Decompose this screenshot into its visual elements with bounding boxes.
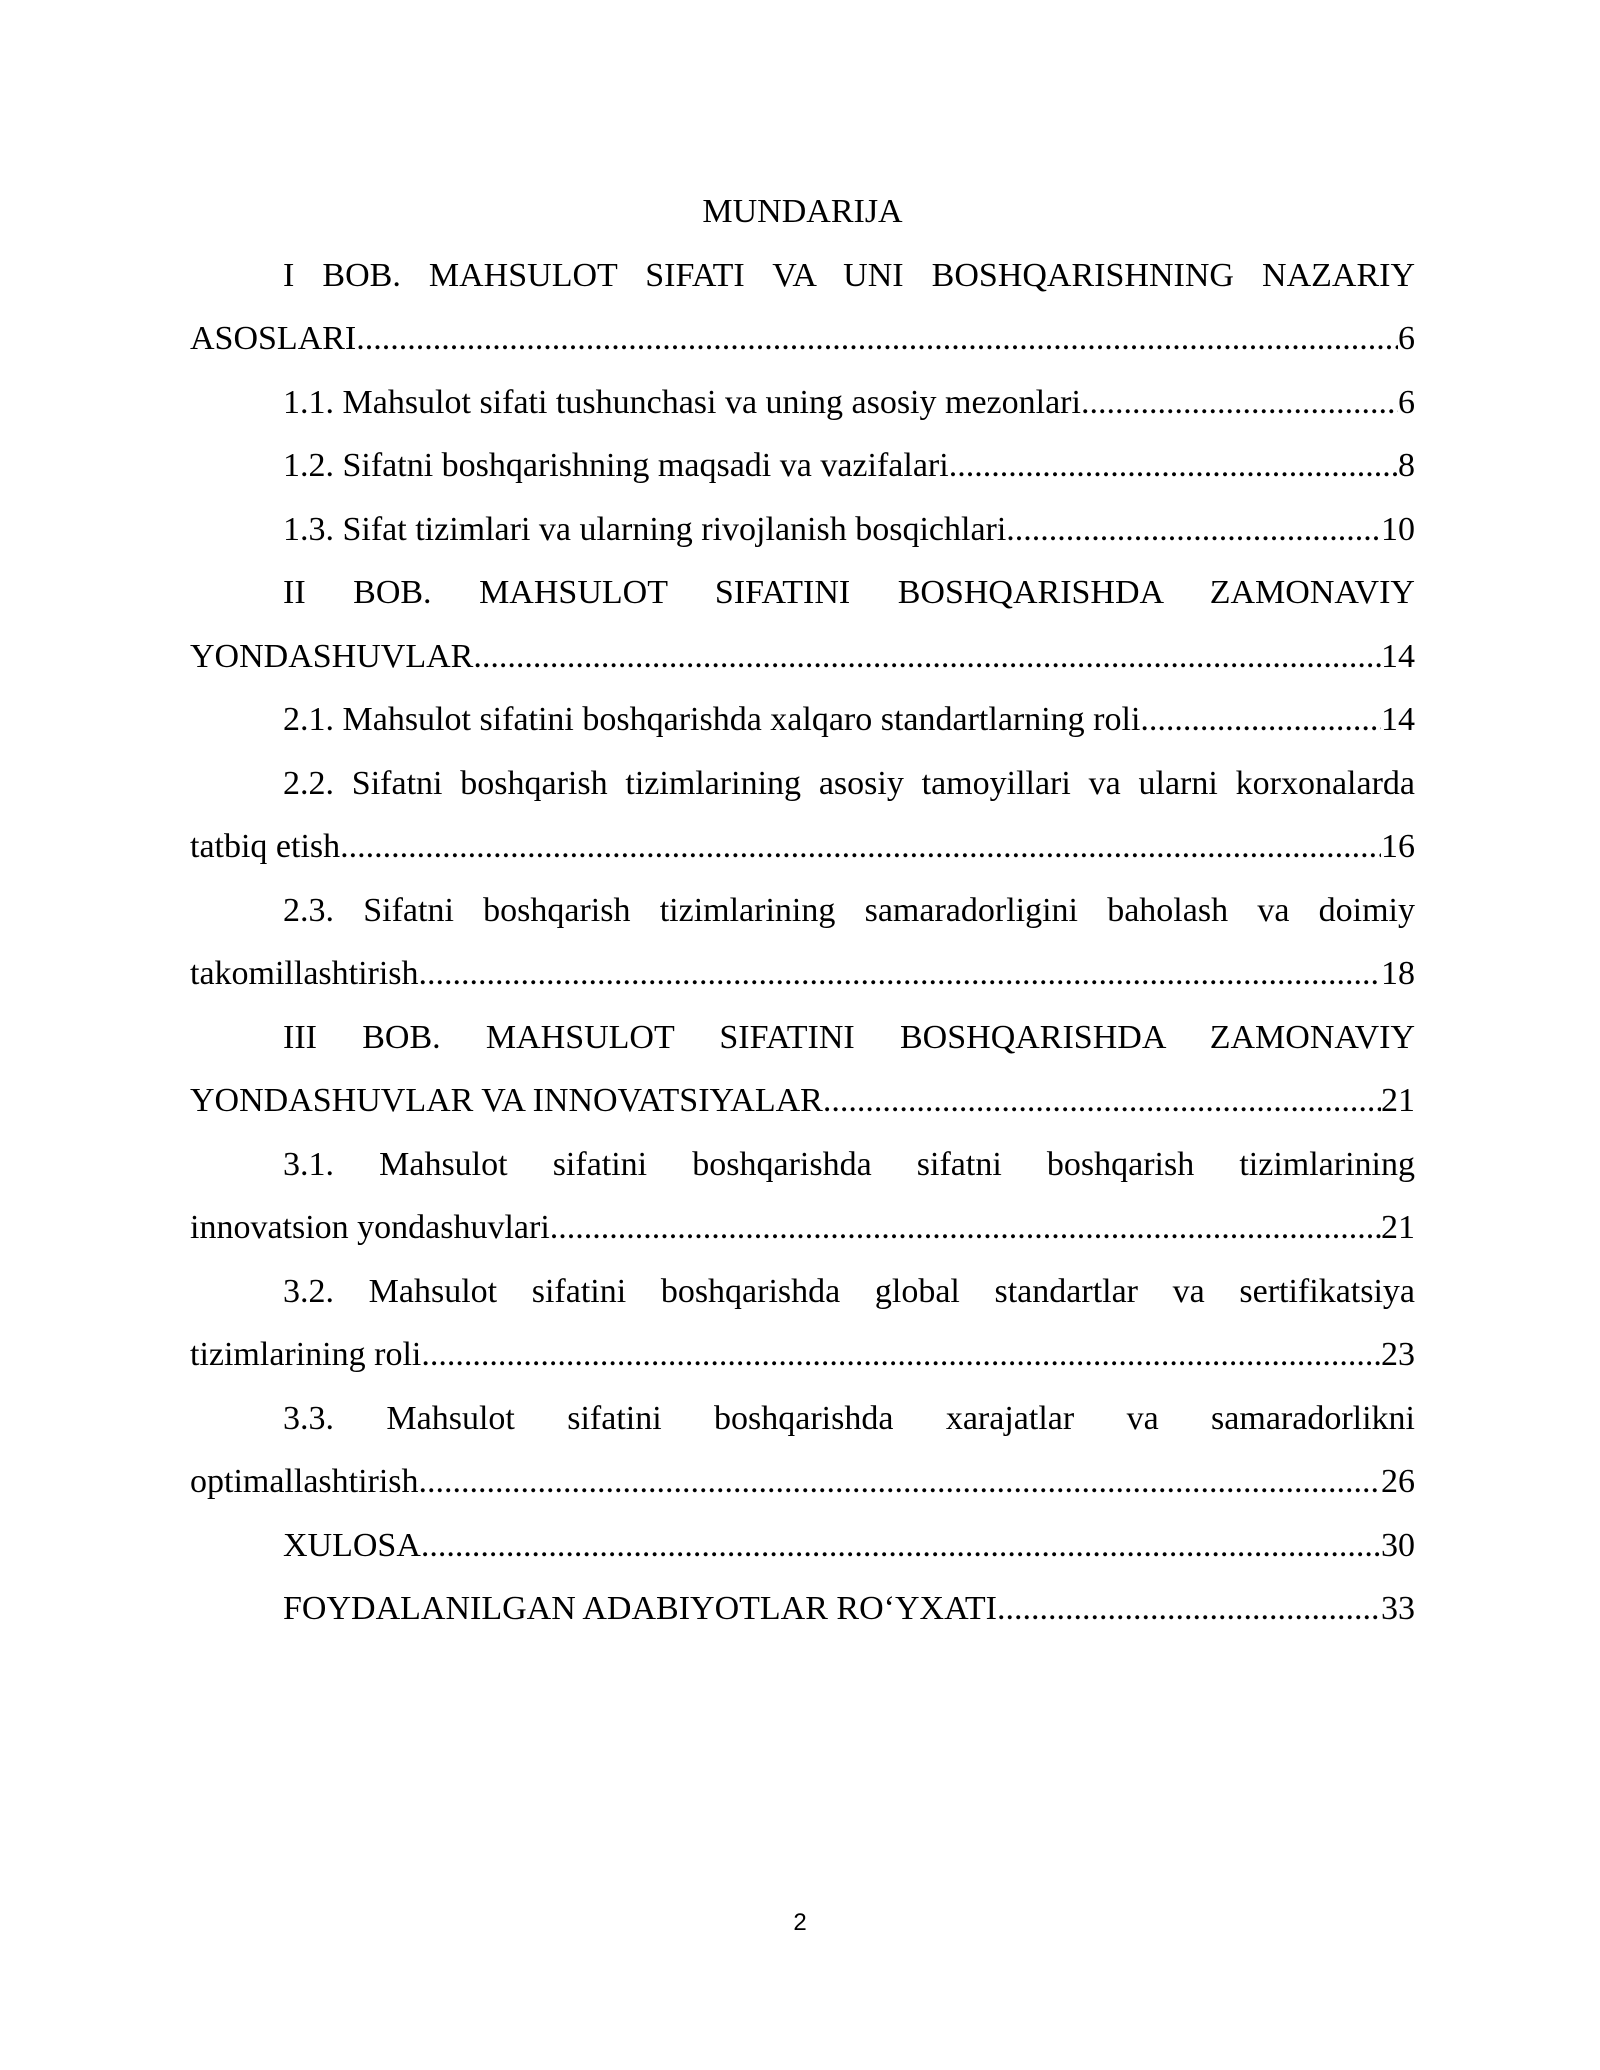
dot-leader: [421, 1514, 1381, 1578]
toc-entry-text: 2.1. Mahsulot sifatini boshqarishda xalqaro standartlarning roli: [283, 701, 1141, 738]
toc-entry-chapter-2[interactable]: [190, 561, 1415, 688]
toc-page-number: 6: [1398, 320, 1415, 357]
toc-entry-text-continued: innovatsion yondashuvlari: [190, 1209, 550, 1246]
toc-entry-text: 2.3. Sifatni boshqarish tizimlarining samaradorligini baholash va doimiy: [283, 891, 1415, 929]
toc-entry-section-1-3[interactable]: [190, 498, 1415, 562]
toc-page-number: 8: [1398, 447, 1415, 484]
toc-page-number: 23: [1381, 1336, 1415, 1373]
toc-entry-text-continued: tatbiq etish: [190, 828, 341, 865]
table-of-contents: [190, 180, 1415, 1641]
toc-page-number: 21: [1381, 1082, 1415, 1119]
dot-leader: [949, 434, 1398, 498]
toc-entry-text-continued: YONDASHUVLAR: [190, 637, 474, 675]
toc-entry-section-1-2[interactable]: [190, 434, 1415, 498]
page-number: 2: [793, 1909, 807, 1936]
toc-entry-text: 3.1. Mahsulot sifatini boshqarishda sifatni boshqarish tizimlarining: [283, 1145, 1415, 1183]
toc-page-number: 6: [1398, 383, 1415, 421]
toc-entry-text-continued: tizimlarining roli: [190, 1336, 422, 1373]
toc-entry-references[interactable]: [190, 1577, 1415, 1641]
toc-entry-text: I BOB. MAHSULOT SIFATI VA UNI BOSHQARISHNING NAZARIY: [283, 256, 1415, 294]
toc-page-number: 33: [1381, 1590, 1415, 1627]
toc-entry-text: II BOB. MAHSULOT SIFATINI BOSHQARISHDA ZAMONAVIY: [283, 574, 1415, 611]
toc-entry-chapter-1[interactable]: [190, 244, 1415, 371]
toc-page-number: 30: [1381, 1526, 1415, 1564]
dot-leader: [356, 307, 1398, 371]
dot-leader: [823, 1069, 1381, 1133]
dot-leader: [421, 1323, 1381, 1387]
toc-entry-text: 3.2. Mahsulot sifatini boshqarishda global standartlar va sertifikatsiya: [283, 1272, 1415, 1310]
toc-page-number: 18: [1381, 955, 1415, 992]
toc-title: MUNDARIJA: [702, 193, 903, 230]
toc-page-number: 26: [1381, 1463, 1415, 1500]
dot-leader: [473, 625, 1381, 689]
toc-entry-text-continued: optimallashtirish: [190, 1463, 419, 1500]
toc-entry-section-3-3[interactable]: [190, 1387, 1415, 1514]
dot-leader: [419, 942, 1381, 1006]
dot-leader: [550, 1196, 1381, 1260]
toc-entry-text: III BOB. MAHSULOT SIFATINI BOSHQARISHDA ZAMONAVIY: [283, 1018, 1415, 1056]
toc-page-number: 14: [1381, 701, 1415, 738]
toc-entry-section-1-1[interactable]: [190, 371, 1415, 435]
toc-entry-section-2-1[interactable]: [190, 688, 1415, 752]
toc-entry-conclusion[interactable]: [190, 1514, 1415, 1578]
toc-page-number: 10: [1381, 510, 1415, 548]
toc-entry-text-continued: ASOSLARI: [190, 320, 357, 357]
toc-entry-text-continued: YONDASHUVLAR VA INNOVATSIYALAR: [190, 1082, 823, 1119]
toc-entry-text: 2.2. Sifatni boshqarish tizimlarining asosiy tamoyillari va ularni korxonalarda: [283, 764, 1415, 802]
toc-entry-text-continued: takomillashtirish: [190, 955, 419, 992]
toc-page-number: 21: [1381, 1209, 1415, 1246]
dot-leader: [1081, 371, 1398, 435]
toc-entry-text: FOYDALANILGAN ADABIYOTLAR RO‘YXATI: [283, 1590, 997, 1627]
toc-entry-section-2-2[interactable]: [190, 752, 1415, 879]
toc-entry-text: 1.2. Sifatni boshqarishning maqsadi va vazifalari: [283, 447, 949, 484]
dot-leader: [997, 1577, 1381, 1641]
toc-page-number: 16: [1381, 828, 1415, 865]
toc-entry-text: 3.3. Mahsulot sifatini boshqarishda xarajatlar va samaradorlikni: [283, 1399, 1415, 1437]
dot-leader: [1140, 688, 1381, 752]
toc-entry-section-3-2[interactable]: [190, 1260, 1415, 1387]
toc-entry-text: 1.1. Mahsulot sifati tushunchasi va uning asosiy mezonlari: [283, 383, 1081, 421]
toc-entry-section-3-1[interactable]: [190, 1133, 1415, 1260]
toc-entry-text: XULOSA: [283, 1526, 421, 1564]
toc-entry-section-2-3[interactable]: [190, 879, 1415, 1006]
toc-entry-text: 1.3. Sifat tizimlari va ularning rivojlanish bosqichlari: [283, 510, 1007, 548]
toc-entry-chapter-3[interactable]: [190, 1006, 1415, 1133]
toc-page-number: 14: [1381, 637, 1415, 675]
dot-leader: [419, 1450, 1381, 1514]
dot-leader: [1006, 498, 1381, 562]
dot-leader: [340, 815, 1381, 879]
